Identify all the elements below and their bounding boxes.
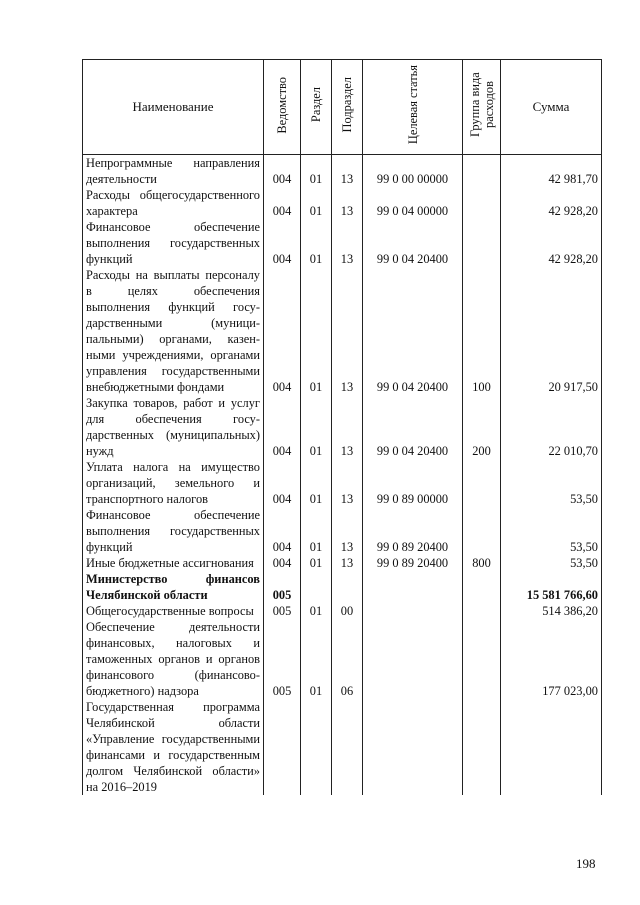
table-row (83, 459, 602, 507)
cell-summa: 53,50 (501, 459, 602, 507)
cell-podrazdel: 06 (332, 619, 363, 699)
cell-razdel: 01 (301, 603, 332, 619)
table-row (83, 187, 602, 219)
cell-podrazdel (332, 571, 363, 603)
cell-podrazdel: 13 (332, 219, 363, 267)
cell-vedomstvo: 004 (264, 219, 301, 267)
cell-gruppa (463, 603, 501, 619)
cell-vedomstvo: 004 (264, 555, 301, 571)
cell-razdel: 01 (301, 267, 332, 395)
table-body (83, 155, 602, 796)
cell-name: Государственная программа Челябинской области «Управление государственными финансами и государственным долгом Челябинской области» на 2016–2019 (83, 699, 264, 795)
cell-name: Расходы на выплаты персоналу в целях обеспечения выполнения функций государственными (муниципальными) органами, казенными учреждениями, органами управления государственными внебюджетными фондами (83, 267, 264, 395)
header-podrazdel-label: Подраздел (340, 77, 354, 133)
cell-celevaya: 99 0 04 20400 (363, 395, 463, 459)
table-row (83, 395, 602, 459)
cell-summa: 42 981,70 (501, 155, 602, 188)
cell-summa: 53,50 (501, 555, 602, 571)
header-name: Наименование (83, 60, 264, 155)
table-row (83, 507, 602, 555)
cell-celevaya (363, 571, 463, 603)
header-celevaya-label: Целевая статья (405, 65, 420, 145)
cell-name: Общегосударственные вопросы (83, 603, 264, 619)
cell-razdel: 01 (301, 619, 332, 699)
table-row (83, 155, 602, 188)
page-number: 198 (576, 856, 596, 871)
cell-summa: 177 023,00 (501, 619, 602, 699)
cell-razdel: 01 (301, 459, 332, 507)
table-row (83, 267, 602, 395)
cell-name: Обеспечение деятельности финансовых, налоговых и таможенных органов и органов финансового (финансово-бюджетного) надзора (83, 619, 264, 699)
header-podrazdel (332, 60, 363, 155)
cell-razdel: 01 (301, 555, 332, 571)
cell-celevaya (363, 619, 463, 699)
table-row (83, 571, 602, 603)
cell-celevaya: 99 0 89 20400 (363, 507, 463, 555)
cell-name: Министерство финансов Челябинской области (83, 571, 264, 603)
cell-vedomstvo: 005 (264, 619, 301, 699)
cell-gruppa (463, 699, 501, 795)
cell-razdel (301, 571, 332, 603)
cell-celevaya: 99 0 04 00000 (363, 187, 463, 219)
header-summa: Сумма (501, 60, 602, 155)
cell-gruppa (463, 187, 501, 219)
cell-razdel: 01 (301, 219, 332, 267)
cell-summa: 22 010,70 (501, 395, 602, 459)
cell-vedomstvo: 004 (264, 267, 301, 395)
cell-summa: 15 581 766,60 (501, 571, 602, 603)
cell-razdel: 01 (301, 395, 332, 459)
cell-vedomstvo: 004 (264, 459, 301, 507)
cell-celevaya: 99 0 04 20400 (363, 219, 463, 267)
budget-table (82, 59, 602, 795)
table-row (83, 555, 602, 571)
cell-celevaya: 99 0 89 20400 (363, 555, 463, 571)
cell-podrazdel: 13 (332, 267, 363, 395)
header-gruppa-label: Группа вида расходов (467, 72, 496, 138)
cell-gruppa (463, 507, 501, 555)
cell-podrazdel: 00 (332, 603, 363, 619)
header-razdel-label: Раздел (309, 87, 323, 123)
cell-name: Финансовое обеспечение выполнения государственных функций (83, 507, 264, 555)
cell-summa: 20 917,50 (501, 267, 602, 395)
cell-gruppa (463, 571, 501, 603)
table-row (83, 699, 602, 795)
table-row (83, 603, 602, 619)
cell-vedomstvo (264, 699, 301, 795)
cell-celevaya (363, 603, 463, 619)
cell-razdel: 01 (301, 507, 332, 555)
cell-razdel: 01 (301, 155, 332, 188)
cell-podrazdel (332, 699, 363, 795)
cell-vedomstvo: 004 (264, 187, 301, 219)
cell-celevaya (363, 699, 463, 795)
cell-summa: 42 928,20 (501, 187, 602, 219)
cell-celevaya: 99 0 89 00000 (363, 459, 463, 507)
cell-podrazdel: 13 (332, 187, 363, 219)
cell-gruppa (463, 459, 501, 507)
cell-gruppa: 200 (463, 395, 501, 459)
cell-name: Непрограммные направления деятельности (83, 155, 264, 188)
cell-gruppa: 100 (463, 267, 501, 395)
cell-summa: 42 928,20 (501, 219, 602, 267)
cell-name: Финансовое обеспечение выполнения государственных функций (83, 219, 264, 267)
table-row (83, 219, 602, 267)
cell-razdel: 01 (301, 187, 332, 219)
header-celevaya (363, 60, 463, 155)
cell-summa: 514 386,20 (501, 603, 602, 619)
header-vedomstvo (264, 60, 301, 155)
cell-name: Расходы общегосударственного характера (83, 187, 264, 219)
cell-gruppa (463, 619, 501, 699)
cell-name: Иные бюджетные ассигнования (83, 555, 264, 571)
cell-vedomstvo: 004 (264, 155, 301, 188)
cell-podrazdel: 13 (332, 555, 363, 571)
cell-name: Закупка товаров, работ и услуг для обеспечения государственных (муниципальных) нужд (83, 395, 264, 459)
cell-podrazdel: 13 (332, 507, 363, 555)
cell-vedomstvo: 005 (264, 603, 301, 619)
cell-vedomstvo: 004 (264, 395, 301, 459)
cell-podrazdel: 13 (332, 459, 363, 507)
table-row (83, 619, 602, 699)
cell-podrazdel: 13 (332, 155, 363, 188)
cell-vedomstvo: 004 (264, 507, 301, 555)
cell-podrazdel: 13 (332, 395, 363, 459)
cell-gruppa (463, 155, 501, 188)
header-vedomstvo-label: Ведомство (275, 76, 289, 134)
cell-razdel (301, 699, 332, 795)
header-razdel (301, 60, 332, 155)
cell-vedomstvo: 005 (264, 571, 301, 603)
cell-celevaya: 99 0 00 00000 (363, 155, 463, 188)
cell-summa: 53,50 (501, 507, 602, 555)
cell-gruppa (463, 219, 501, 267)
cell-name: Уплата налога на имущество организаций, земельного и транспортного налогов (83, 459, 264, 507)
cell-gruppa: 800 (463, 555, 501, 571)
header-row (83, 60, 602, 155)
cell-celevaya: 99 0 04 20400 (363, 267, 463, 395)
cell-summa (501, 699, 602, 795)
header-gruppa (463, 60, 501, 155)
